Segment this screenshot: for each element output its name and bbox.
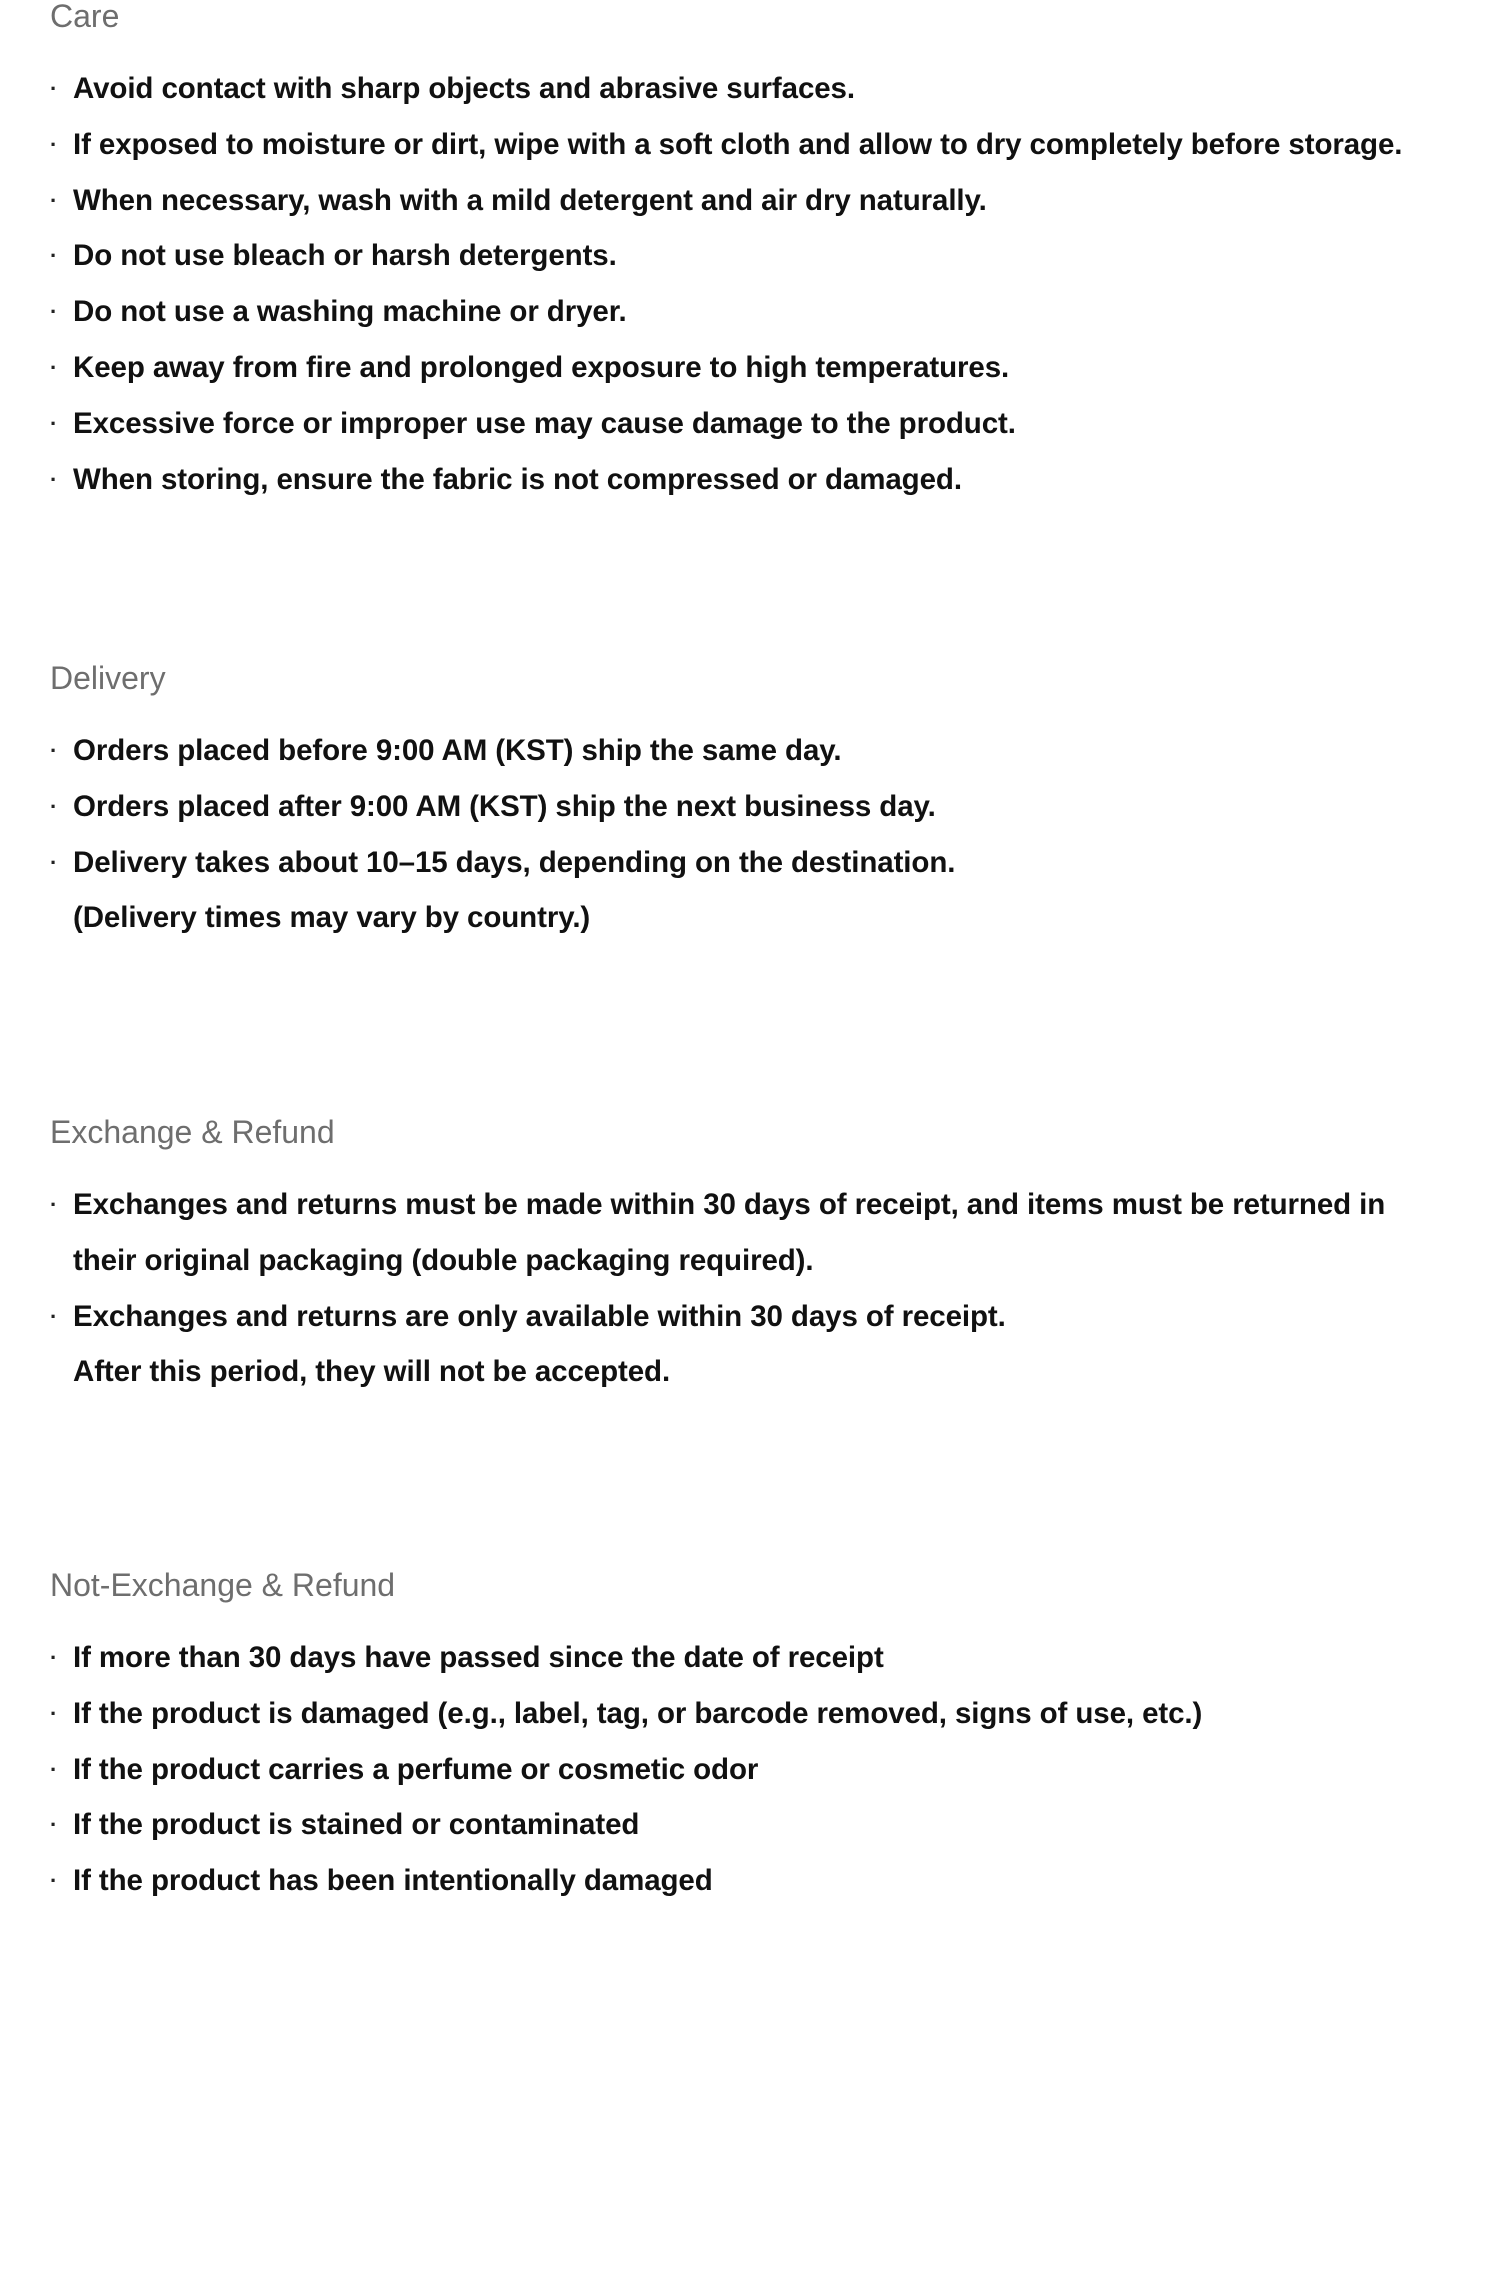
bullet-icon xyxy=(50,835,73,891)
bullet-icon xyxy=(50,1797,73,1853)
section-title: Care xyxy=(50,0,120,34)
list-item: · When necessary, wash with a mild detergent and air dry naturally. xyxy=(50,173,1460,229)
bullet-icon xyxy=(50,1853,73,1909)
list-item: · If the product is stained or contaminated xyxy=(50,1797,1460,1853)
care-section xyxy=(50,0,1460,507)
list-item: · When storing, ensure the fabric is not compressed or damaged. xyxy=(50,452,1460,508)
list-item: · Keep away from fire and prolonged exposure to high temperatures. xyxy=(50,340,1460,396)
bullet-icon xyxy=(50,1686,73,1742)
bullet-icon xyxy=(50,1742,73,1798)
bullet-icon xyxy=(50,723,73,779)
list-item: · If exposed to moisture or dirt, wipe with a soft cloth and allow to dry completely before storage. xyxy=(50,117,1460,173)
bullet-icon xyxy=(50,284,73,340)
list-item: · Do not use a washing machine or dryer. xyxy=(50,284,1460,340)
bullet-icon xyxy=(50,1177,73,1233)
bullet-icon xyxy=(50,452,73,508)
bullet-icon xyxy=(50,228,73,284)
list-item: · Orders placed after 9:00 AM (KST) ship the next business day. xyxy=(50,779,1460,835)
list-item: · If the product carries a perfume or cosmetic odor xyxy=(50,1742,1460,1798)
exchange-refund-list xyxy=(50,1177,1460,1400)
not-exchange-refund-section xyxy=(50,1569,1460,1909)
delivery-section xyxy=(50,662,1460,946)
bullet-icon xyxy=(50,779,73,835)
bullet-icon xyxy=(50,117,73,173)
bullet-icon xyxy=(50,61,73,117)
exchange-refund-section xyxy=(50,1116,1460,1400)
list-item: · Excessive force or improper use may cause damage to the product. xyxy=(50,396,1460,452)
list-item: · Delivery takes about 10–15 days, depending on the destination. (Delivery times may vary by country.) xyxy=(50,835,1460,947)
bullet-icon xyxy=(50,1630,73,1686)
section-title: Not-Exchange & Refund xyxy=(50,1567,396,1603)
delivery-list xyxy=(50,723,1460,946)
bullet-icon xyxy=(50,173,73,229)
section-title: Delivery xyxy=(50,660,166,696)
list-item: · Avoid contact with sharp objects and abrasive surfaces. xyxy=(50,61,1460,117)
list-item: · Orders placed before 9:00 AM (KST) ship the same day. xyxy=(50,723,1460,779)
bullet-icon xyxy=(50,1289,73,1345)
list-item: · If more than 30 days have passed since the date of receipt xyxy=(50,1630,1460,1686)
not-exchange-refund-list xyxy=(50,1630,1460,1909)
list-item: · If the product has been intentionally damaged xyxy=(50,1853,1460,1909)
list-item: · Do not use bleach or harsh detergents. xyxy=(50,228,1460,284)
bullet-icon xyxy=(50,340,73,396)
bullet-icon xyxy=(50,396,73,452)
list-item: · Exchanges and returns must be made within 30 days of receipt, and items must be returned in their original packaging (double packaging required). xyxy=(50,1177,1460,1289)
list-item: · Exchanges and returns are only available within 30 days of receipt. After this period, they will not be accepted. xyxy=(50,1289,1460,1401)
care-list xyxy=(50,61,1460,507)
list-item: · If the product is damaged (e.g., label, tag, or barcode removed, signs of use, etc.) xyxy=(50,1686,1460,1742)
section-title: Exchange & Refund xyxy=(50,1114,335,1150)
